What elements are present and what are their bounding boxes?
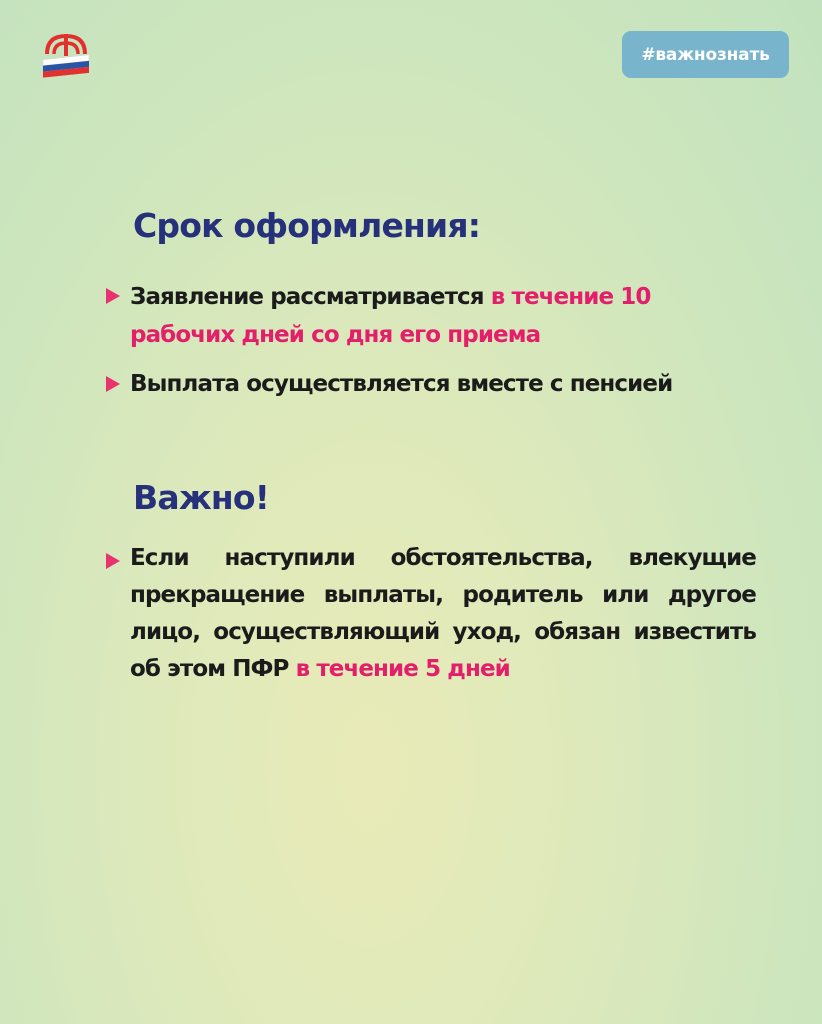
triangle-bullet-icon	[106, 376, 120, 392]
hashtag-badge[interactable]: #важнознать	[622, 31, 789, 78]
triangle-bullet-icon	[106, 553, 120, 569]
item-text: Если наступили обстоятельства, влекущие прекращение выплаты, родитель или другое лицо, осуществляющий уход, обязан известить об этом ПФР в течение 5 дней	[130, 545, 756, 682]
item-text: Выплата осуществляется вместе с пенсией	[130, 371, 673, 397]
list-item	[106, 365, 756, 403]
list-item	[106, 278, 756, 354]
list-item	[106, 540, 756, 692]
section-title-important: Важно!	[133, 478, 269, 517]
item-text: Заявление рассматривается в течение 10 рабочих дней со дня его приема	[130, 284, 651, 348]
triangle-bullet-icon	[106, 288, 120, 304]
pfr-logo	[40, 30, 92, 80]
section-title-term: Срок оформления:	[133, 206, 481, 245]
